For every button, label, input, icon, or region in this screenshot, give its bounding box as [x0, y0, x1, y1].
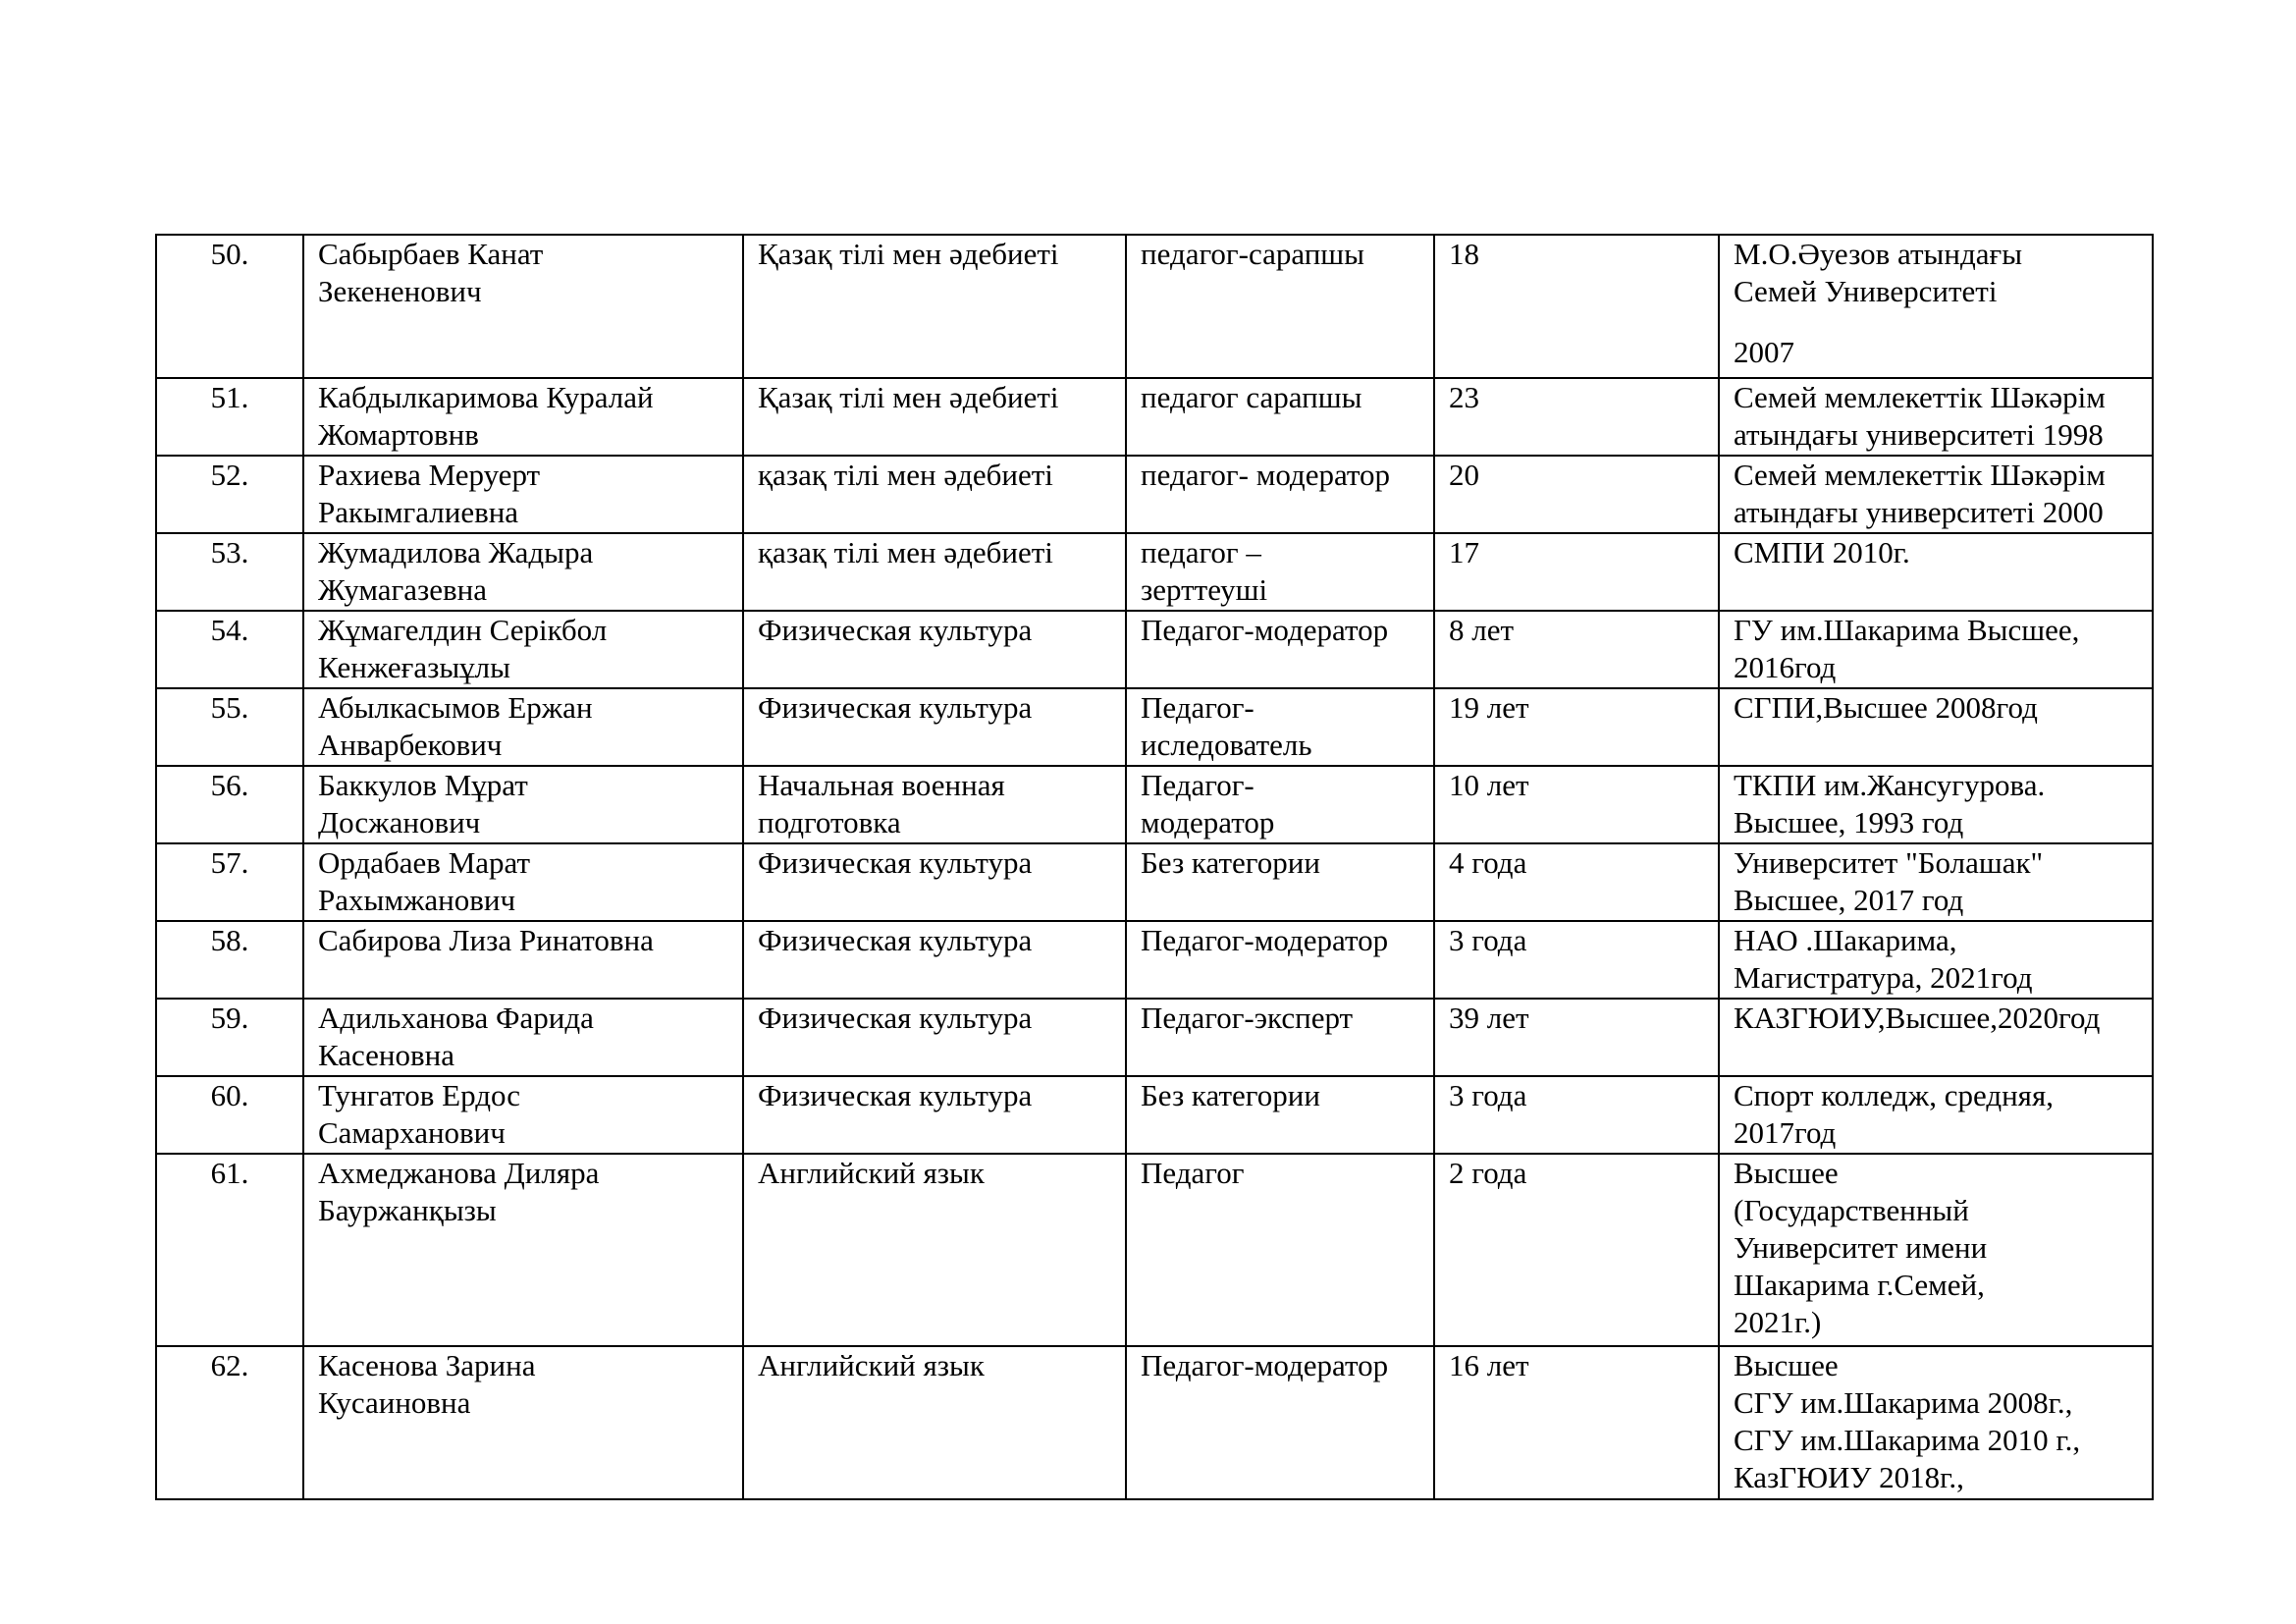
cell-text-line: Физическая культура	[758, 690, 1033, 725]
experience-cell	[1434, 921, 1719, 999]
cell-text-line: Анварбекович	[318, 728, 503, 762]
row-number-cell: 56.	[156, 766, 303, 843]
education-cell	[1719, 1076, 2153, 1154]
row-number-cell: 54.	[156, 611, 303, 688]
row-number-cell: 51.	[156, 378, 303, 456]
experience-cell	[1434, 1076, 1719, 1154]
category-cell	[1126, 766, 1434, 843]
row-number-cell: 58.	[156, 921, 303, 999]
cell-text-line: Жомартовнв	[318, 417, 479, 452]
cell-text-line: СГУ им.Шакарима 2010 г.,	[1734, 1423, 2081, 1457]
table-row	[156, 1346, 2153, 1499]
education-cell	[1719, 611, 2153, 688]
experience-cell	[1434, 766, 1719, 843]
experience-cell	[1434, 843, 1719, 921]
cell-text-line: атындағы университеті 1998	[1734, 417, 2104, 452]
cell-text-line: Кусаиновна	[318, 1385, 471, 1420]
subject-cell	[743, 235, 1126, 378]
subject-cell	[743, 456, 1126, 533]
subject-cell	[743, 533, 1126, 611]
cell-text-line: (Государственный	[1734, 1193, 1969, 1227]
cell-text-line: қазақ тілі мен әдебиеті	[758, 535, 1053, 569]
subject-cell	[743, 843, 1126, 921]
cell-text-line: иследователь	[1141, 728, 1312, 762]
experience-cell	[1434, 999, 1719, 1076]
cell-text-line: 3 года	[1449, 1078, 1527, 1112]
cell-text-line: Бауржанқызы	[318, 1193, 497, 1227]
cell-text-line: Физическая культура	[758, 613, 1033, 647]
cell-text-line: Английский язык	[758, 1348, 985, 1382]
cell-text-line: Сабырбаев Канат	[318, 237, 544, 271]
experience-cell	[1434, 378, 1719, 456]
education-cell	[1719, 378, 2153, 456]
cell-text-line: Ахмеджанова Диляра	[318, 1156, 600, 1190]
category-cell	[1126, 456, 1434, 533]
education-cell	[1719, 533, 2153, 611]
teacher-name-cell	[303, 999, 743, 1076]
cell-text-line: СГПИ,Высшее 2008год	[1734, 690, 2038, 725]
cell-text-line: Кабдылкаримова Куралай	[318, 380, 654, 414]
cell-text-line: Абылкасымов Ержан	[318, 690, 593, 725]
education-cell	[1719, 1346, 2153, 1499]
cell-text-line: Педагог-	[1141, 768, 1255, 802]
teacher-name-cell	[303, 456, 743, 533]
teacher-name-cell	[303, 843, 743, 921]
teacher-name-cell	[303, 1076, 743, 1154]
staff-table-body	[156, 235, 2153, 1499]
cell-text-line: Магистратура, 2021год	[1734, 960, 2033, 995]
cell-text-line: педагог-сарапшы	[1141, 237, 1364, 271]
category-cell	[1126, 921, 1434, 999]
experience-cell	[1434, 456, 1719, 533]
row-number-cell: 50.	[156, 235, 303, 378]
cell-text-line: Без категории	[1141, 845, 1320, 880]
cell-text-line: 23	[1449, 380, 1479, 414]
cell-text-line: Высшее	[1734, 1348, 1839, 1382]
cell-text-line: 2 года	[1449, 1156, 1527, 1190]
education-cell	[1719, 688, 2153, 766]
teacher-name-cell	[303, 1346, 743, 1499]
education-cell	[1719, 766, 2153, 843]
category-cell	[1126, 235, 1434, 378]
cell-spacer	[1734, 310, 2152, 334]
cell-text-line: Адильханова Фарида	[318, 1001, 594, 1035]
staff-table	[155, 234, 2154, 1500]
cell-text-line: подготовка	[758, 805, 901, 839]
cell-text-line: Спорт колледж, средняя,	[1734, 1078, 2054, 1112]
cell-text-line: КазГЮИУ 2018г.,	[1734, 1460, 1964, 1494]
cell-text-line: 17	[1449, 535, 1479, 569]
cell-text-line: 20	[1449, 458, 1479, 492]
cell-text-line: Касеновна	[318, 1038, 455, 1072]
cell-text-line: Касенова Зарина	[318, 1348, 536, 1382]
category-cell	[1126, 611, 1434, 688]
cell-text-line: 4 года	[1449, 845, 1527, 880]
row-number-cell: 53.	[156, 533, 303, 611]
cell-text-line: Физическая культура	[758, 923, 1033, 957]
education-cell	[1719, 456, 2153, 533]
table-row	[156, 921, 2153, 999]
cell-text-line: Зекененович	[318, 274, 482, 308]
cell-text-line: Высшее, 1993 год	[1734, 805, 1964, 839]
cell-text-line: Высшее	[1734, 1156, 1839, 1190]
education-cell	[1719, 843, 2153, 921]
cell-text-line: Семей мемлекеттік Шәкәрім	[1734, 380, 2106, 414]
row-number-cell: 62.	[156, 1346, 303, 1499]
cell-text-line: 16 лет	[1449, 1348, 1529, 1382]
table-row	[156, 843, 2153, 921]
cell-text-line: Высшее, 2017 год	[1734, 883, 1964, 917]
cell-text-line: Тунгатов Ердос	[318, 1078, 521, 1112]
cell-text-line: ГУ им.Шакарима Высшее,	[1734, 613, 2080, 647]
cell-text-line: зерттеуші	[1141, 572, 1268, 607]
cell-text-line: СГУ им.Шакарима 2008г.,	[1734, 1385, 2073, 1420]
cell-text-line: 3 года	[1449, 923, 1527, 957]
education-cell	[1719, 1154, 2153, 1346]
cell-text-line: Семей мемлекеттік Шәкәрім	[1734, 458, 2106, 492]
table-row	[156, 378, 2153, 456]
table-row	[156, 1154, 2153, 1346]
category-cell	[1126, 1154, 1434, 1346]
cell-text-line: Физическая культура	[758, 845, 1033, 880]
table-row	[156, 766, 2153, 843]
experience-cell	[1434, 235, 1719, 378]
cell-text-line: 2016год	[1734, 650, 1837, 684]
cell-text-line: СМПИ 2010г.	[1734, 535, 1910, 569]
cell-text-line: Жумагазевна	[318, 572, 487, 607]
subject-cell	[743, 1154, 1126, 1346]
cell-text-line: Педагог-	[1141, 690, 1255, 725]
teacher-name-cell	[303, 921, 743, 999]
table-row	[156, 533, 2153, 611]
cell-text-line: 2021г.)	[1734, 1305, 1822, 1339]
cell-text-line: қазақ тілі мен әдебиеті	[758, 458, 1053, 492]
subject-cell	[743, 921, 1126, 999]
cell-text-line: Шакарима г.Семей,	[1734, 1268, 1985, 1302]
category-cell	[1126, 688, 1434, 766]
teacher-name-cell	[303, 766, 743, 843]
subject-cell	[743, 766, 1126, 843]
cell-text-line: Жумадилова Жадыра	[318, 535, 594, 569]
table-row	[156, 688, 2153, 766]
row-number-cell: 60.	[156, 1076, 303, 1154]
table-row	[156, 456, 2153, 533]
cell-text-line: Баккулов Мұрат	[318, 768, 528, 802]
cell-text-line: 18	[1449, 237, 1479, 271]
cell-text-line: Рахымжанович	[318, 883, 516, 917]
experience-cell	[1434, 688, 1719, 766]
cell-text-line: педагог сарапшы	[1141, 380, 1362, 414]
education-cell	[1719, 999, 2153, 1076]
category-cell	[1126, 1076, 1434, 1154]
cell-text-line: Ракымгалиевна	[318, 495, 519, 529]
cell-text-line: 8 лет	[1449, 613, 1515, 647]
cell-text-line: Досжанович	[318, 805, 481, 839]
cell-text-line: М.О.Әуезов атындағы	[1734, 237, 2023, 271]
teacher-name-cell	[303, 611, 743, 688]
cell-text-line: педагог- модератор	[1141, 458, 1391, 492]
teacher-name-cell	[303, 533, 743, 611]
cell-text-line: педагог –	[1141, 535, 1261, 569]
category-cell	[1126, 378, 1434, 456]
cell-text-line: модератор	[1141, 805, 1275, 839]
row-number-cell: 52.	[156, 456, 303, 533]
subject-cell	[743, 378, 1126, 456]
subject-cell	[743, 688, 1126, 766]
cell-text-line: Сабирова Лиза Ринатовна	[318, 923, 654, 957]
cell-text-line: Жұмагелдин Серікбол	[318, 613, 608, 647]
cell-text-line: 2017год	[1734, 1115, 1837, 1150]
cell-text-line: Университет "Болашак"	[1734, 845, 2044, 880]
experience-cell	[1434, 1346, 1719, 1499]
cell-text-line: Қазақ тілі мен әдебиеті	[758, 237, 1059, 271]
table-row	[156, 1076, 2153, 1154]
cell-text-line: Семей Университеті	[1734, 274, 1998, 308]
experience-cell	[1434, 1154, 1719, 1346]
cell-text-line: Без категории	[1141, 1078, 1320, 1112]
subject-cell	[743, 611, 1126, 688]
category-cell	[1126, 843, 1434, 921]
table-row	[156, 235, 2153, 378]
cell-text-line: 2007	[1734, 335, 1794, 369]
cell-text-line: Қазақ тілі мен әдебиеті	[758, 380, 1059, 414]
table-row	[156, 611, 2153, 688]
cell-text-line: Университет имени	[1734, 1230, 1988, 1265]
cell-text-line: Начальная военная	[758, 768, 1005, 802]
row-number-cell: 61.	[156, 1154, 303, 1346]
row-number-cell: 55.	[156, 688, 303, 766]
subject-cell	[743, 1076, 1126, 1154]
cell-text-line: 39 лет	[1449, 1001, 1529, 1035]
row-number-cell: 59.	[156, 999, 303, 1076]
cell-text-line: 10 лет	[1449, 768, 1529, 802]
category-cell	[1126, 999, 1434, 1076]
cell-text-line: ТКПИ им.Жансугурова.	[1734, 768, 2046, 802]
education-cell	[1719, 921, 2153, 999]
category-cell	[1126, 533, 1434, 611]
row-number-cell: 57.	[156, 843, 303, 921]
experience-cell	[1434, 611, 1719, 688]
subject-cell	[743, 999, 1126, 1076]
experience-cell	[1434, 533, 1719, 611]
cell-text-line: Ордабаев Марат	[318, 845, 531, 880]
teacher-name-cell	[303, 378, 743, 456]
cell-text-line: Самарханович	[318, 1115, 506, 1150]
category-cell	[1126, 1346, 1434, 1499]
cell-text-line: Педагог-модератор	[1141, 923, 1389, 957]
teacher-name-cell	[303, 688, 743, 766]
table-row	[156, 999, 2153, 1076]
teacher-name-cell	[303, 1154, 743, 1346]
cell-text-line: 19 лет	[1449, 690, 1529, 725]
cell-text-line: Педагог	[1141, 1156, 1245, 1190]
teacher-name-cell	[303, 235, 743, 378]
cell-text-line: НАО .Шакарима,	[1734, 923, 1957, 957]
cell-text-line: Педагог-эксперт	[1141, 1001, 1354, 1035]
cell-text-line: Рахиева Меруерт	[318, 458, 541, 492]
cell-text-line: Физическая культура	[758, 1078, 1033, 1112]
cell-text-line: Английский язык	[758, 1156, 985, 1190]
education-cell	[1719, 235, 2153, 378]
cell-text-line: КАЗГЮИУ,Высшее,2020год	[1734, 1001, 2101, 1035]
cell-text-line: Педагог-модератор	[1141, 1348, 1389, 1382]
cell-text-line: Кенжеғазыұлы	[318, 650, 510, 684]
cell-text-line: Физическая культура	[758, 1001, 1033, 1035]
subject-cell	[743, 1346, 1126, 1499]
cell-text-line: Педагог-модератор	[1141, 613, 1389, 647]
cell-text-line: атындағы университеті 2000	[1734, 495, 2104, 529]
